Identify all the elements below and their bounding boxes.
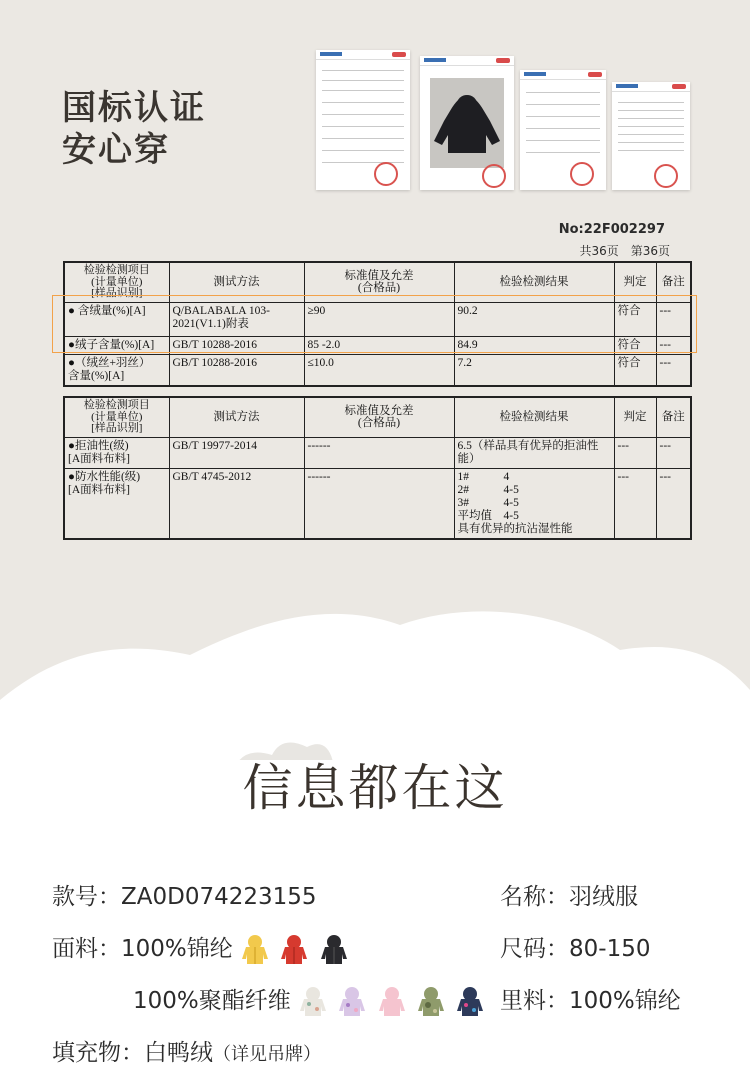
table-cell: ---: [614, 468, 656, 539]
product-name: [500, 878, 638, 911]
table-row: [64, 437, 691, 468]
table-cell: 84.9: [454, 336, 614, 354]
table-cell: 6.5（样品具有优异的拒油性 能）: [454, 437, 614, 468]
table-cell: 7.2: [454, 354, 614, 386]
table-cell: 85 -2.0: [304, 336, 454, 354]
table-cell: ● 含绒量(%)[A]: [64, 302, 169, 336]
header-cell: 检验检测结果: [454, 262, 614, 302]
report-thumbnail-4: [612, 82, 690, 190]
table-cell: ---: [656, 354, 691, 386]
report-thumbnail-3: [520, 70, 606, 190]
jacket-yellow-icon: [240, 934, 270, 966]
header-cell: 判定: [614, 397, 656, 437]
filling-value: 白鸭绒: [144, 1040, 213, 1066]
table-header-row: [64, 397, 691, 437]
table-cell: 90.2: [454, 302, 614, 336]
jacket-green-camo-icon: [416, 986, 446, 1018]
table-cell: ------: [304, 468, 454, 539]
filling-note: （详见吊牌）: [213, 1044, 321, 1065]
style-number-label: 款号：: [52, 884, 121, 910]
style-number-value: ZA0D074223155: [121, 884, 317, 910]
table-cell: ≥90: [304, 302, 454, 336]
headline-line2: 安心穿: [62, 130, 170, 170]
jacket-print-purple-icon: [337, 986, 367, 1018]
table-cell: 符合: [614, 354, 656, 386]
table-cell: 符合: [614, 336, 656, 354]
header-cell: 标准值及允差 (合格品): [304, 397, 454, 437]
jacket-black-icon: [319, 934, 349, 966]
header-cell: 测试方法: [169, 397, 304, 437]
size-value: 80-150: [569, 936, 651, 962]
table-cell: ---: [656, 302, 691, 336]
table-cell: 1# 4 2# 4-5 3# 4-5 平均值 4-5 具有优异的抗沾湿性能: [454, 468, 614, 539]
table-cell: ●（绒丝+羽丝） 含量(%)[A]: [64, 354, 169, 386]
highlight-box: [52, 295, 697, 353]
fabric-value-2: 100%聚酯纤维: [133, 988, 291, 1014]
header-cell: 备注: [656, 397, 691, 437]
table-cell: ≤10.0: [304, 354, 454, 386]
product-name-label: 名称：: [500, 884, 569, 910]
report-number: No:22F002297: [558, 222, 665, 237]
table-cell: GB/T 10288-2016: [169, 336, 304, 354]
table-row: [64, 468, 691, 539]
header-cell: 标准值及允差 (合格品): [304, 262, 454, 302]
filling-label: 填充物：: [52, 1040, 144, 1066]
fabric-value-1: 100%锦纶: [121, 936, 233, 962]
table-cell: ●拒油性(级) [A面料布料]: [64, 437, 169, 468]
report-thumbnail-1: [316, 50, 410, 190]
jacket-print-white-icon: [298, 986, 328, 1018]
header-cell: 检验检测结果: [454, 397, 614, 437]
fabric-secondary: [133, 982, 487, 1018]
header-cell: 测试方法: [169, 262, 304, 302]
product-name-value: 羽绒服: [569, 884, 638, 910]
table-cell: ---: [656, 336, 691, 354]
report-thumbnail-2: [420, 56, 514, 190]
style-number: [52, 878, 317, 911]
size: [500, 930, 650, 963]
table-cell: ------: [304, 437, 454, 468]
table-cell: ---: [614, 437, 656, 468]
jacket-pink-icon: [377, 986, 407, 1018]
lining-value: 100%锦纶: [569, 988, 681, 1014]
fabric-label: 面料：: [52, 936, 121, 962]
headline-line1: 国标认证: [62, 88, 206, 128]
test-results-table-2: [63, 396, 692, 540]
table-cell: GB/T 19977-2014: [169, 437, 304, 468]
header-cell: 判定: [614, 262, 656, 302]
section-title: 信息都在这: [242, 759, 508, 817]
filling: [52, 1034, 321, 1067]
size-label: 尺码：: [500, 936, 569, 962]
table-cell: 符合: [614, 302, 656, 336]
table-cell: ●防水性能(级) [A面料布料]: [64, 468, 169, 539]
header-cell: 检验检测项目 (计量单位) [样品识别]: [64, 262, 169, 302]
lining-label: 里料：: [500, 988, 569, 1014]
header-cell: 检验检测项目 (计量单位) [样品识别]: [64, 397, 169, 437]
fabric: [52, 930, 351, 966]
table-cell: GB/T 10288-2016: [169, 354, 304, 386]
header-cell: 备注: [656, 262, 691, 302]
lining: [500, 982, 681, 1015]
jacket-red-icon: [279, 934, 309, 966]
table-cell: Q/BALABALA 103- 2021(V1.1)附表: [169, 302, 304, 336]
table-cell: GB/T 4745-2012: [169, 468, 304, 539]
table-cell: ●绒子含量(%)[A]: [64, 336, 169, 354]
jacket-navy-print-icon: [455, 986, 485, 1018]
table-cell: ---: [656, 468, 691, 539]
table-row: [64, 354, 691, 386]
table-cell: ---: [656, 437, 691, 468]
report-pages: 共36页 第36页: [579, 244, 670, 258]
